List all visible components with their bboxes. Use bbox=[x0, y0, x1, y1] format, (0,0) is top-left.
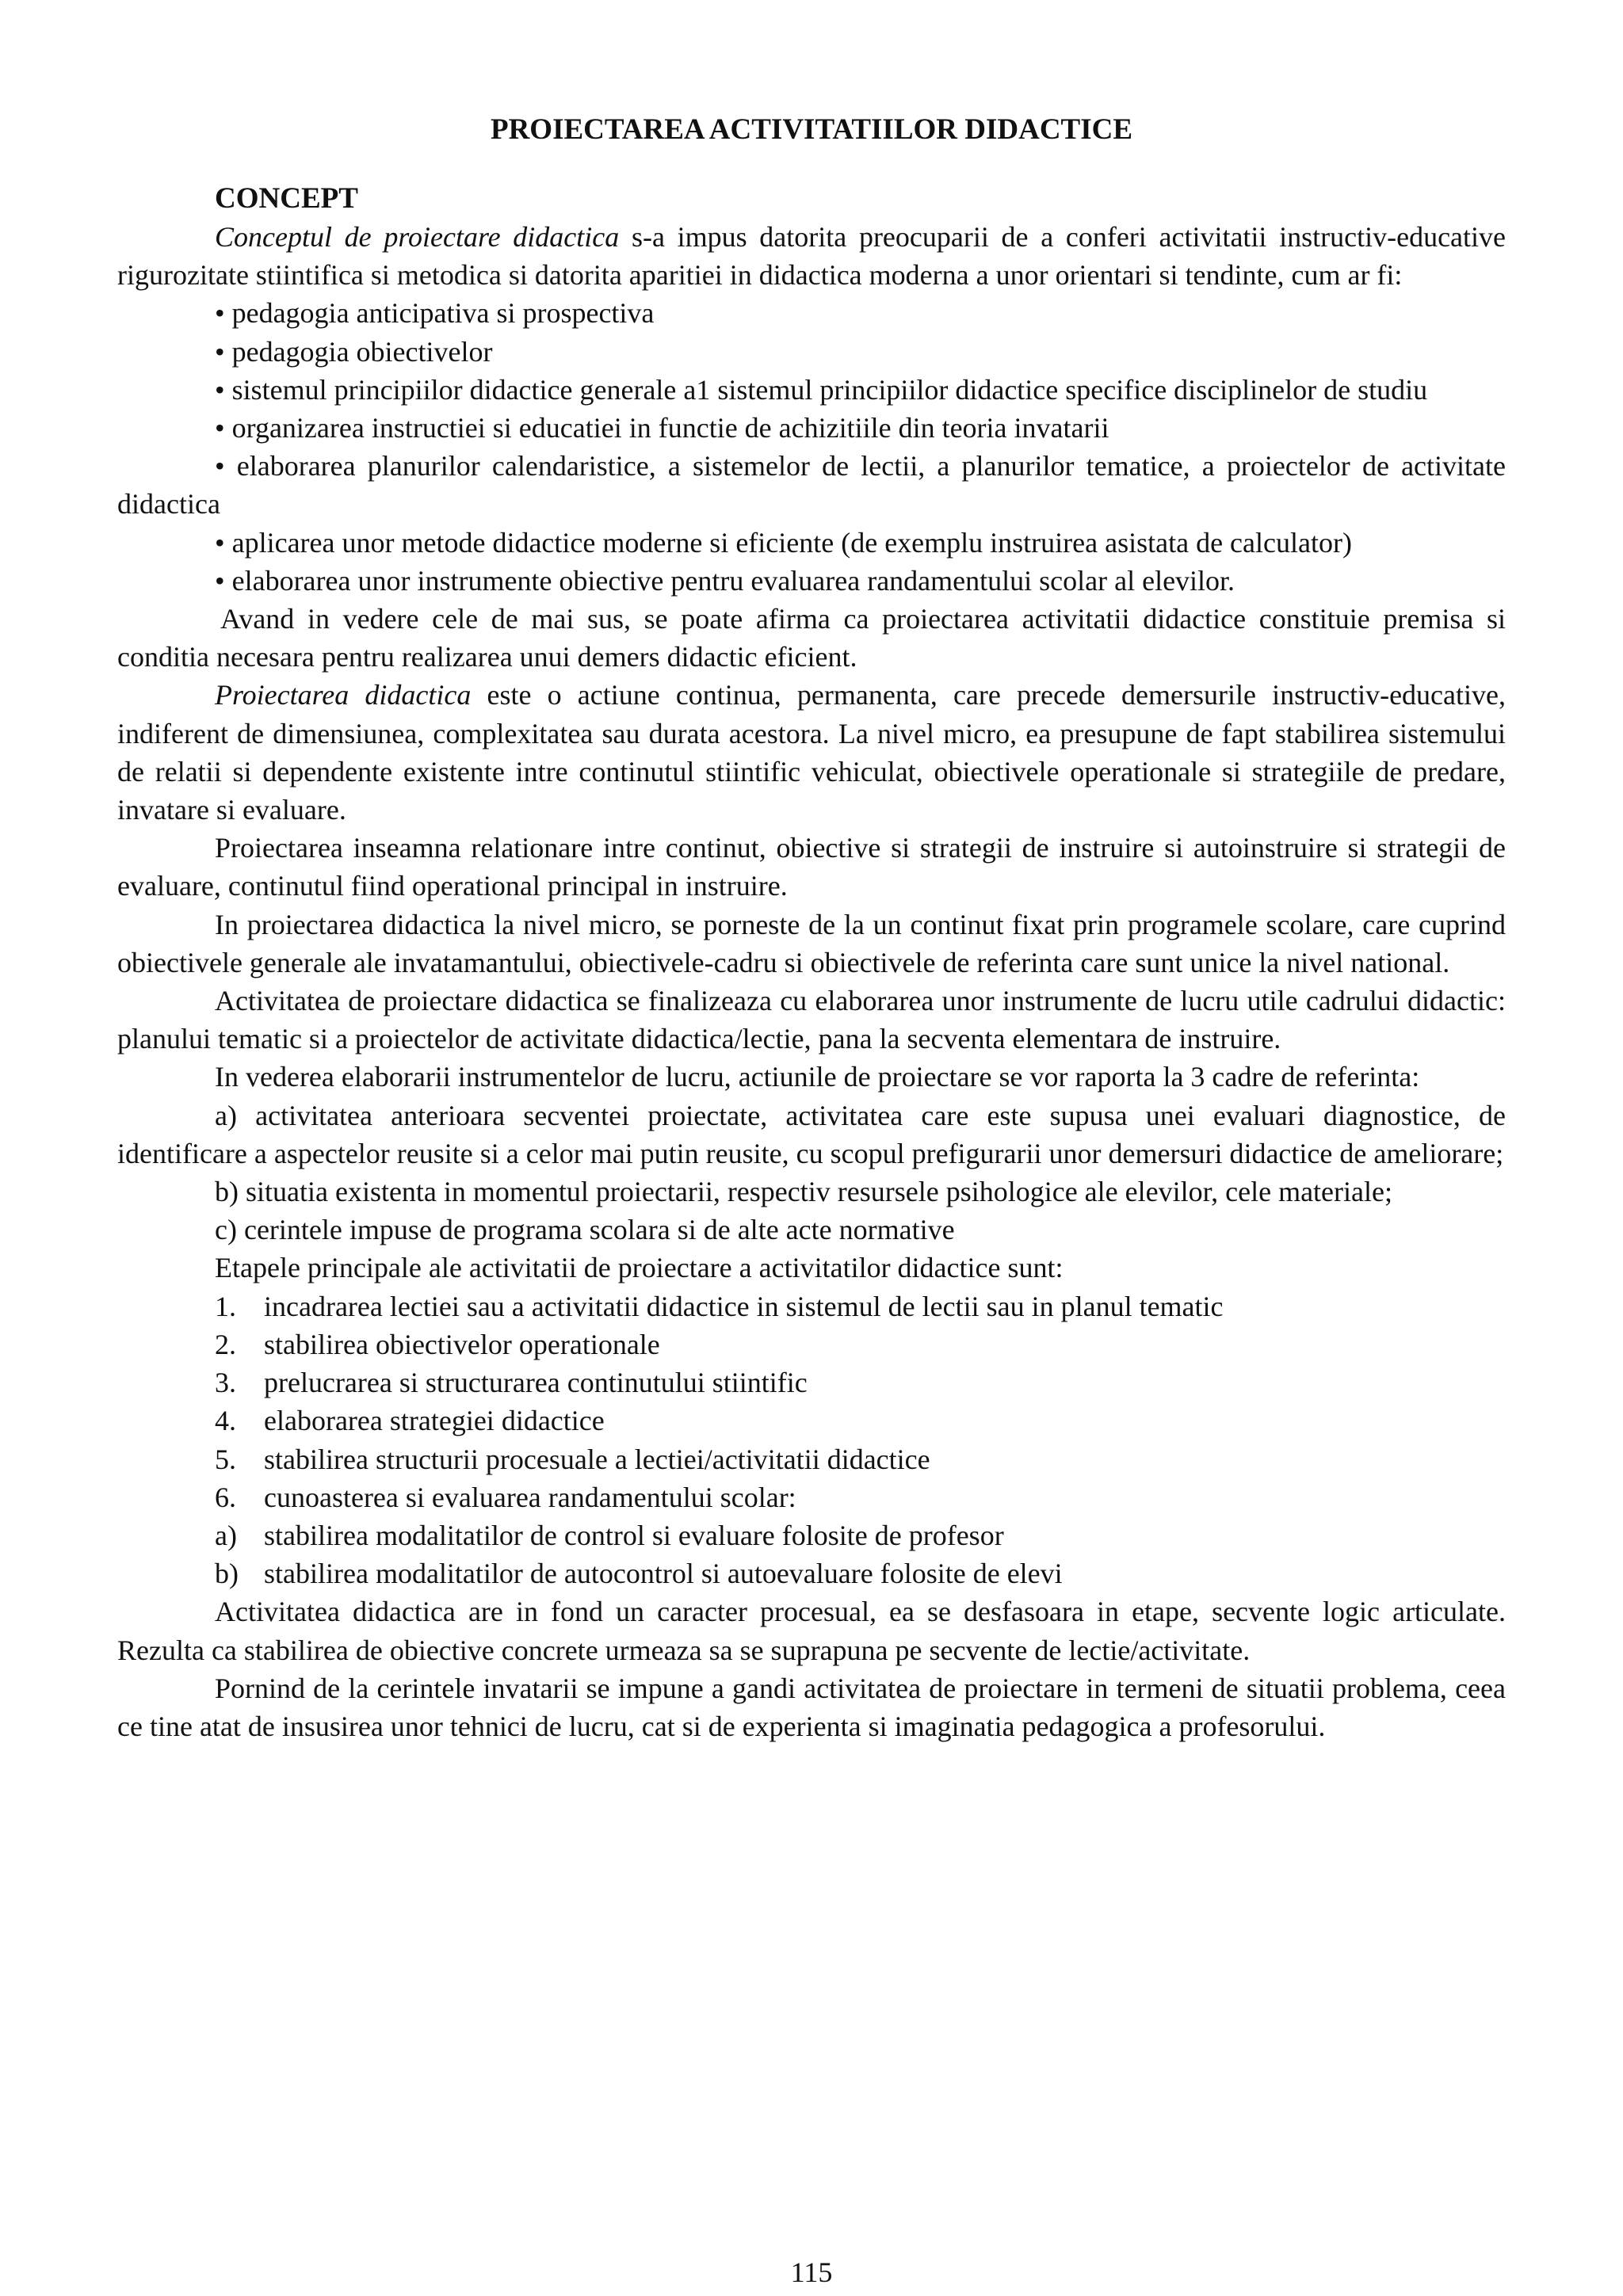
reference-item-c: c) cerintele impuse de programa scolara si de alte acte normative bbox=[215, 1214, 955, 1246]
list-marker: 3. bbox=[215, 1367, 236, 1399]
paragraph-micro: In proiectarea didactica la nivel micro, se porneste de la un continut fixat prin programele scolare, care cuprind obiectivele generale ale invatamantului, obiectivele-cadru si obiectivele de referinta care sunt unice la nivel national. bbox=[117, 908, 1506, 978]
list-item bbox=[117, 1402, 1506, 1440]
list-marker: 2. bbox=[215, 1328, 236, 1360]
page-number: 115 bbox=[790, 2256, 833, 2288]
list-item-text: stabilirea modalitatilor de control si evaluare folosite de profesor bbox=[264, 1519, 1004, 1551]
list-item-text: stabilirea obiectivelor operationale bbox=[264, 1328, 660, 1360]
paragraph-procesual: Activitatea didactica are in fond un caracter procesual, ea se desfasoara in etape, secvente logic articulate. Rezulta ca stabilirea de obiective concrete urmeaza sa se suprapuna pe secvente de lectie/activitate. bbox=[117, 1596, 1506, 1666]
list-item bbox=[117, 1516, 1506, 1554]
list-item-text: stabilirea structurii procesuale a lectiei/activitatii didactice bbox=[264, 1443, 930, 1475]
list-marker: 4. bbox=[215, 1405, 236, 1437]
paragraph-intro bbox=[117, 218, 1506, 294]
paragraph-avand: Avand in vedere cele de mai sus, se poate afirma ca proiectarea activitatii didactice constituie premisa si conditia necesara pentru realizarea unui demers didactic eficient. bbox=[117, 603, 1506, 673]
bullet-item: • pedagogia anticipativa si prospectiva bbox=[215, 297, 655, 330]
list-item bbox=[117, 1440, 1506, 1478]
list-item-text: cunoasterea si evaluarea randamentului scolar: bbox=[264, 1481, 796, 1513]
list-marker: b) bbox=[215, 1558, 239, 1590]
bullet-item: • organizarea instructiei si educatiei in functie de achizitiile din teoria invatarii bbox=[215, 412, 1109, 444]
bullet-item: • aplicarea unor metode didactice moderne si eficiente (de exemplu instruirea asistata de calculator) bbox=[215, 526, 1352, 559]
paragraph-text: s-a impus datorita preocuparii de a conferi activitatii instructiv-educative rigurozitate stiintifica si metodica si datorita aparitiei in didactica moderna a unor orientari si tendinte, cum ar fi: bbox=[117, 221, 1507, 292]
bullet-item: • sistemul principiilor didactice generale a1 sistemul principiilor didactice specifice disciplinelor de studiu bbox=[215, 373, 1428, 406]
bullet-item: • elaborarea planurilor calendaristice, a sistemelor de lectii, a planurilor tematice, a proiectelor de activitate didactica bbox=[117, 450, 1506, 521]
list-marker: 5. bbox=[215, 1443, 236, 1475]
list-item-text: stabilirea modalitatilor de autocontrol si autoevaluare folosite de elevi bbox=[264, 1558, 1063, 1590]
italic-term: Conceptul de proiectare didactica bbox=[215, 221, 620, 253]
reference-item-a: a) activitatea anterioara secventei proiectate, activitatea care este supusa unei evaluari diagnostice, de identificare a aspectelor reusite si a celor mai putin reusite, cu scopul prefigurarii unor demersuri didactice de ameliorare; bbox=[117, 1099, 1506, 1169]
page-content bbox=[117, 111, 1506, 1745]
paragraph-etapele: Etapele principale ale activitatii de proiectare a activitatilor didactice sunt: bbox=[215, 1252, 1064, 1284]
paragraph-vederea: In vederea elaborarii instrumentelor de lucru, actiunile de proiectare se vor raporta la 3 cadre de referinta: bbox=[215, 1061, 1420, 1093]
reference-item-b: b) situatia existenta in momentul proiectarii, respectiv resursele psihologice ale elevilor, cele materiale; bbox=[215, 1176, 1392, 1208]
section-heading: CONCEPT bbox=[215, 182, 358, 215]
paragraph-text: este o actiune continua, permanenta, care precede demersurile instructiv-educative, indiferent de dimensiunea, complexitatea sau durata acestora. La nivel micro, ea presupune de fapt stabilirea sistemului de relatii si dependente existente intre continutul stiintific vehiculat, obiectivele operationale si strategiile de predare, invatare si evaluare. bbox=[117, 679, 1506, 826]
list-item bbox=[117, 1478, 1506, 1516]
bullet-item: • pedagogia obiectivelor bbox=[215, 335, 493, 368]
bullet-item: • elaborarea unor instrumente obiective pentru evaluarea randamentului scolar al elevilor. bbox=[215, 564, 1235, 597]
list-item-text: incadrarea lectiei sau a activitatii didactice in sistemul de lectii sau in planul tematic bbox=[264, 1290, 1224, 1322]
list-marker: a) bbox=[215, 1519, 237, 1551]
paragraph-proiectarea bbox=[117, 676, 1506, 829]
page-title: PROIECTAREA ACTIVITATIILOR DIDACTICE bbox=[490, 113, 1133, 146]
list-marker: 6. bbox=[215, 1481, 236, 1513]
list-item bbox=[117, 1325, 1506, 1363]
list-item-text: elaborarea strategiei didactice bbox=[264, 1405, 605, 1437]
paragraph-pornind: Pornind de la cerintele invatarii se impune a gandi activitatea de proiectare in termeni de situatii problema, ceea ce tine atat de insusirea unor tehnici de lucru, cat si de experienta si imaginatia pedagogica a profesorului. bbox=[117, 1672, 1506, 1742]
list-item bbox=[117, 1363, 1506, 1402]
stages-list bbox=[117, 1287, 1506, 1593]
list-item bbox=[117, 1554, 1506, 1592]
paragraph-finalizeaza: Activitatea de proiectare didactica se finalizeaza cu elaborarea unor instrumente de lucru utile cadrului didactic: planului tematic si a proiectelor de activitate didactica/lectie, pana la secventa elementara de instruire. bbox=[117, 985, 1506, 1055]
list-marker: 1. bbox=[215, 1290, 236, 1322]
italic-term: Proiectarea didactica bbox=[215, 679, 472, 711]
list-item bbox=[117, 1287, 1506, 1325]
paragraph-inseamna: Proiectarea inseamna relationare intre continut, obiective si strategii de instruire si autoinstruire si strategii de evaluare, continutul fiind operational principal in instruire. bbox=[117, 832, 1506, 902]
list-item-text: prelucrarea si structurarea continutului stiintific bbox=[264, 1367, 808, 1399]
